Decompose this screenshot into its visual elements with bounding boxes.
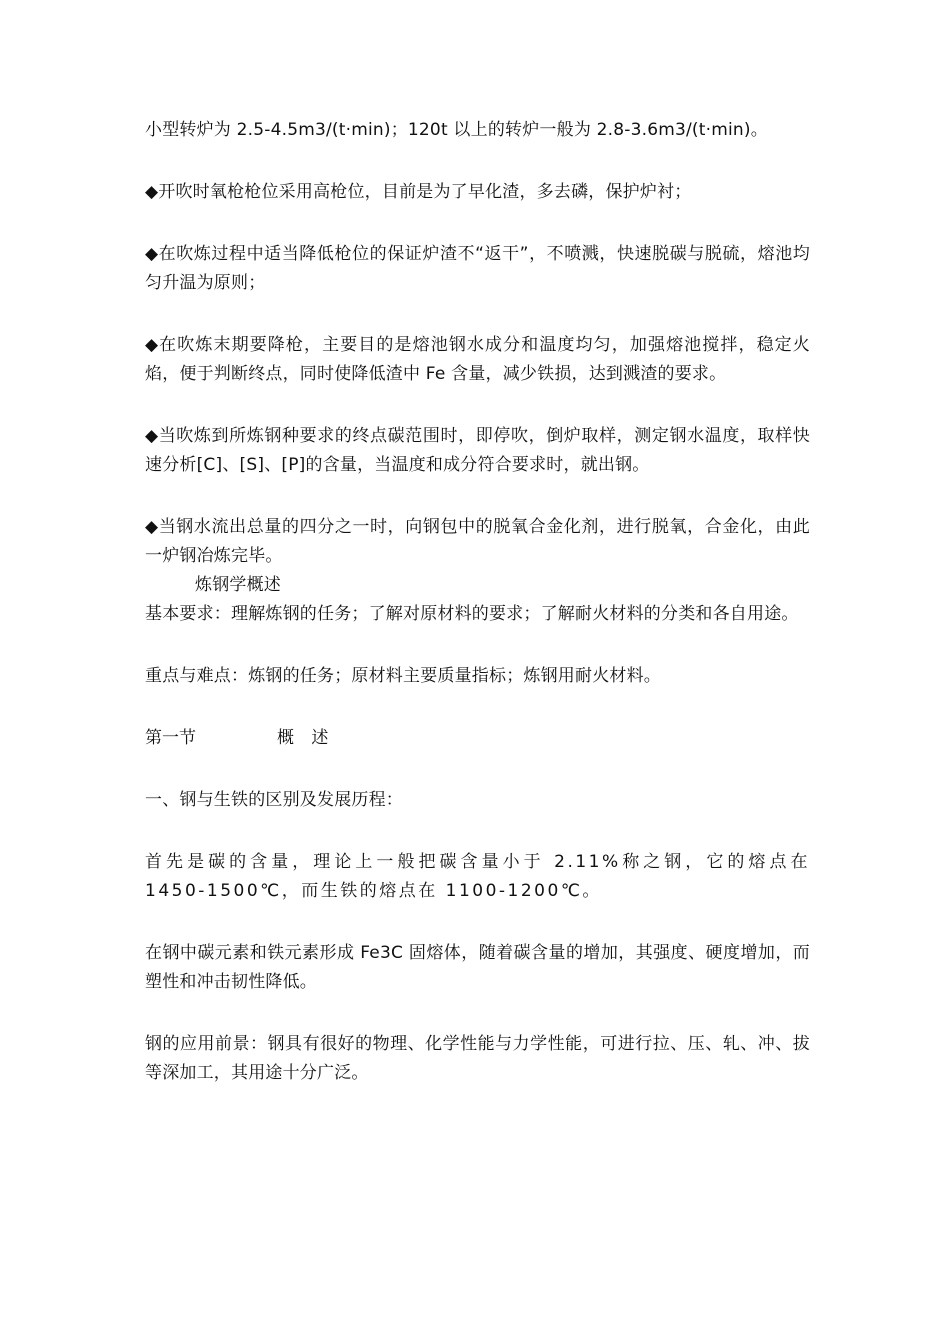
paragraph-steel-applications: 钢的应用前景：钢具有很好的物理、化学性能与力学性能，可进行拉、压、轧、冲、拔等深加工，其用途十分广泛。 <box>145 1034 810 1083</box>
paragraph-endpoint-carbon: ◆当吹炼到所炼钢种要求的终点碳范围时，即停吹，倒炉取样，测定钢水温度，取样快速分析[C]、[S]、[P]的含量，当温度和成分符合要求时，就出钢。 <box>145 426 810 475</box>
document-body <box>145 116 810 1088</box>
paragraph-basic-requirements: 基本要求：理解炼钢的任务；了解对原材料的要求；了解耐火材料的分类和各自用途。 <box>145 604 799 624</box>
section-title: 概 述 <box>277 728 335 748</box>
chapter-title: 炼钢学概述 <box>195 575 281 595</box>
paragraph-carbon-content: 首先是碳的含量，理论上一般把碳含量小于 2.11%称之钢，它的熔点在1450-1500℃，而生铁的熔点在 1100-1200℃。 <box>145 852 810 901</box>
section-heading <box>145 724 810 753</box>
paragraph-converter-oxygen-rate: 小型转炉为 2.5-4.5m3/(t·min)；120t 以上的转炉一般为 2.8-3.6m3/(t·min)。 <box>145 120 768 140</box>
paragraph-fe3c: 在钢中碳元素和铁元素形成 Fe3C 固熔体，随着碳含量的增加，其强度、硬度增加，而塑性和冲击韧性降低。 <box>145 943 810 992</box>
paragraph-deoxidation: ◆当钢水流出总量的四分之一时，向钢包中的脱氧合金化剂，进行脱氧，合金化，由此一炉钢冶炼完毕。 <box>145 517 810 566</box>
paragraph-blowing-process: ◆在吹炼过程中适当降低枪位的保证炉渣不“返干”，不喷溅，快速脱碳与脱硫，熔池均匀升温为原则； <box>145 244 810 293</box>
section-number: 第一节 <box>145 728 196 748</box>
paragraph-high-lance-position: ◆开吹时氧枪枪位采用高枪位，目前是为了早化渣，多去磷，保护炉衬； <box>145 182 692 202</box>
paragraph-end-blowing: ◆在吹炼末期要降枪，主要目的是熔池钢水成分和温度均匀，加强熔池搅拌，稳定火焰，便于判断终点，同时使降低渣中 Fe 含量，减少铁损，达到溅渣的要求。 <box>145 335 810 384</box>
subsection-heading: 一、钢与生铁的区别及发展历程： <box>145 790 403 810</box>
paragraph-key-points: 重点与难点：炼钢的任务；原材料主要质量指标；炼钢用耐火材料。 <box>145 666 661 686</box>
